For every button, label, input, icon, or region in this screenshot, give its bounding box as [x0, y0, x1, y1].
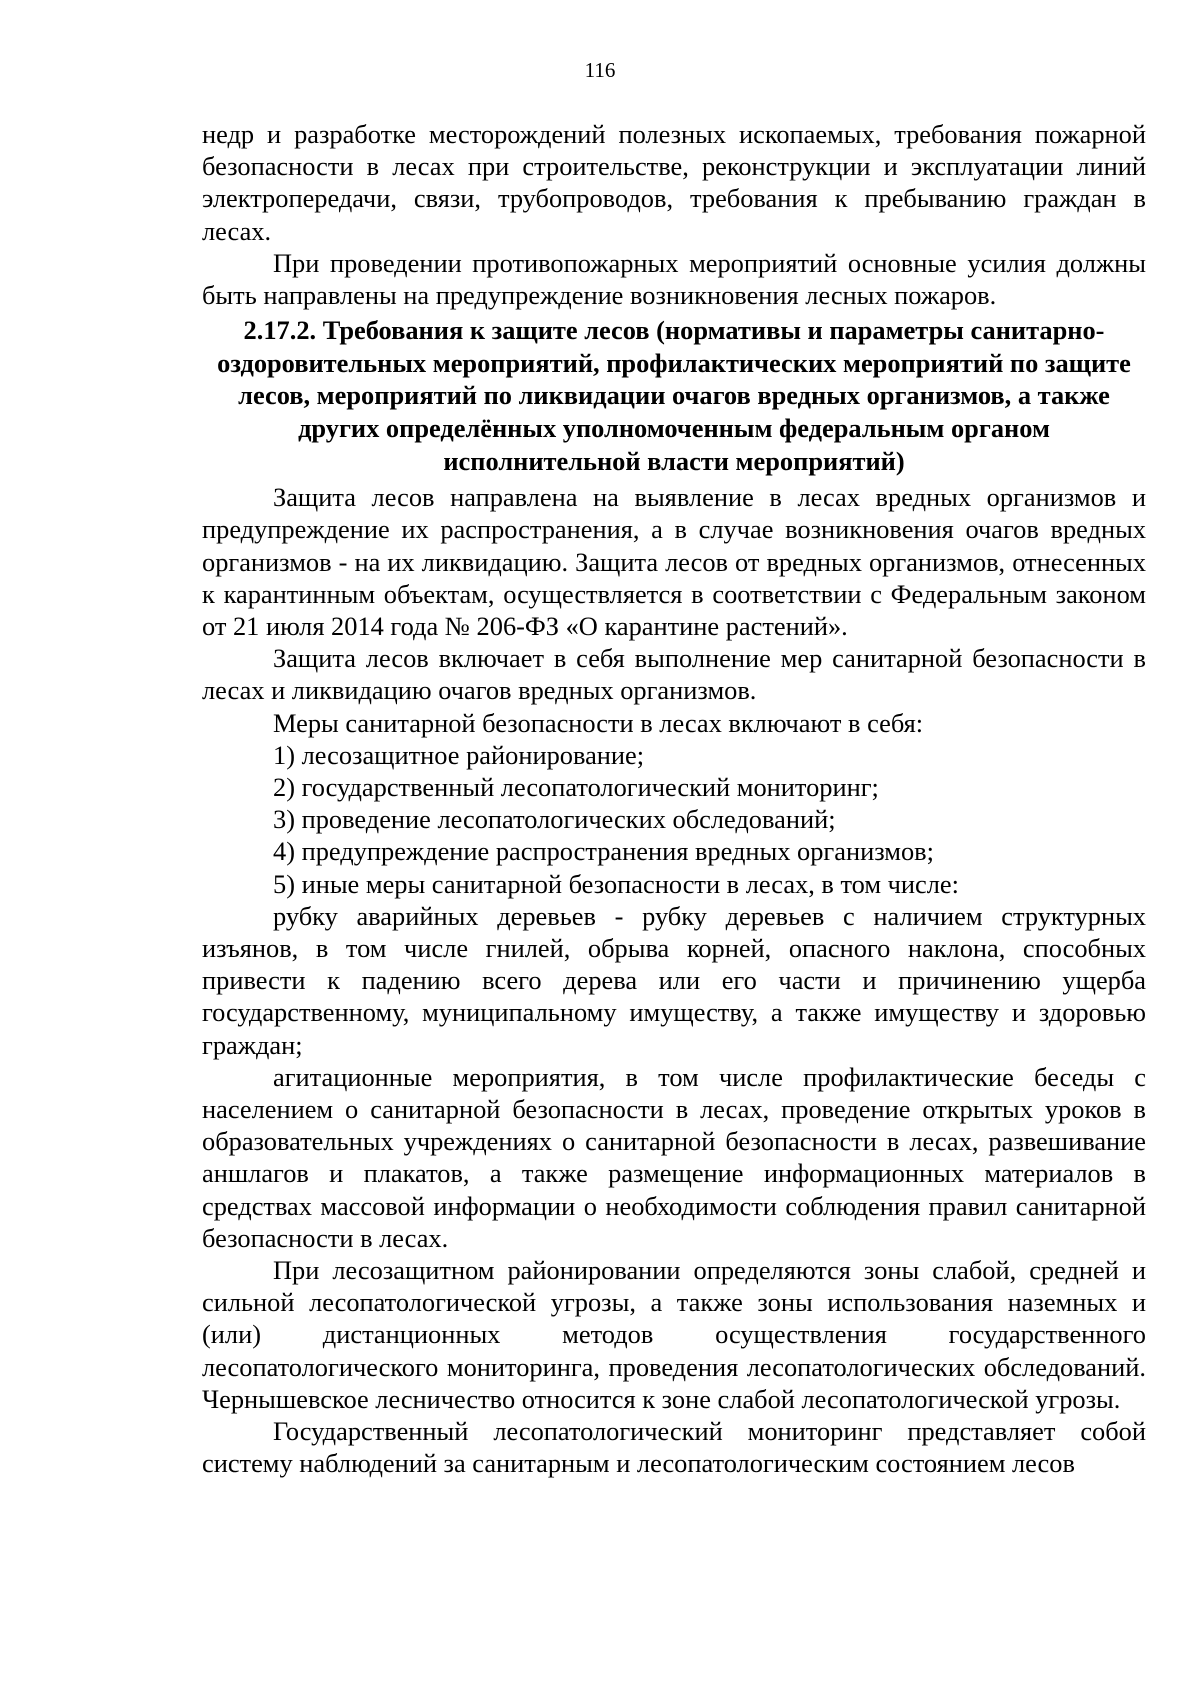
paragraph-campaign-measures: агитационные мероприятия, в том числе профилактические беседы с населением о санитарной безопасности в лесах, проведение открытых уроков в образовательных учреждениях о санитарной безопасности в лесах, развешивание аншлагов и плакатов, а также размещение информационных материалов в средствах массовой информации о необходимости соблюдения правил санитарной безопасности в лесах.	[202, 1061, 1146, 1253]
paragraph-monitoring: Государственный лесопатологический мониторинг представляет собой систему наблюдений за санитарным и лесопатологическим состоянием лесов	[202, 1416, 1146, 1479]
paragraph-zoning: При лесозащитном районировании определяются зоны слабой, средней и сильной лесопатологической угрозы, а также зоны использования наземных и (или) дистанционных методов осуществления государственного лесопатологического мониторинга, проведения лесопатологических обследований. Чернышевское лесничество относится к зоне слабой лесопатологической угрозы.	[202, 1255, 1146, 1414]
paragraph-fire-measures: При проведении противопожарных мероприятий основные усилия должны быть направлены на предупреждение возникновения лесных пожаров.	[202, 247, 1146, 311]
list-item: 3) проведение лесопатологических обследований;	[273, 804, 836, 835]
paragraph-protection-includes: Защита лесов включает в себя выполнение мер санитарной безопасности в лесах и ликвидацию очагов вредных организмов.	[202, 643, 1146, 706]
list-item: 5) иные меры санитарной безопасности в лесах, в том числе:	[273, 868, 959, 899]
list-item: 4) предупреждение распространения вредных организмов;	[273, 836, 934, 867]
paragraph-forest-protection: Защита лесов направлена на выявление в лесах вредных организмов и предупреждение их распространения, а в случае возникновения очагов вредных организмов - на их ликвидацию. Защита лесов от вредных организмов, отнесенных к карантинным объектам, осуществляется в соответствии с Федеральным законом от 21 июля 2014 года № 206-ФЗ «О карантине растений».	[202, 482, 1146, 641]
paragraph-measures-intro: Меры санитарной безопасности в лесах включают в себя:	[273, 707, 924, 738]
section-heading: 2.17.2. Требования к защите лесов (нормативы и параметры санитарно-оздоровительных мероприятий, профилактических мероприятий по защите лесов, мероприятий по ликвидации очагов вредных организмов, а также других определённых уполномоченным федеральным органом исполнительной власти мероприятий)	[217, 315, 1131, 476]
list-item: 1) лесозащитное районирование;	[273, 739, 645, 770]
list-item: 2) государственный лесопатологический мониторинг;	[273, 772, 879, 803]
paragraph-emergency-felling: рубку аварийных деревьев - рубку деревьев с наличием структурных изъянов, в том числе гнилей, обрыва корней, опасного наклона, способных привести к падению всего дерева или его части и причинению ущерба государственному, муниципальному имуществу, а также имуществу и здоровью граждан;	[202, 900, 1146, 1060]
page-content	[202, 118, 1146, 1479]
paragraph-continuation: недр и разработке месторождений полезных ископаемых, требования пожарной безопасности в лесах при строительстве, реконструкции и эксплуатации линий электропередачи, связи, трубопроводов, требования к пребыванию граждан в лесах.	[202, 119, 1146, 246]
page-number: 116	[584, 58, 616, 82]
